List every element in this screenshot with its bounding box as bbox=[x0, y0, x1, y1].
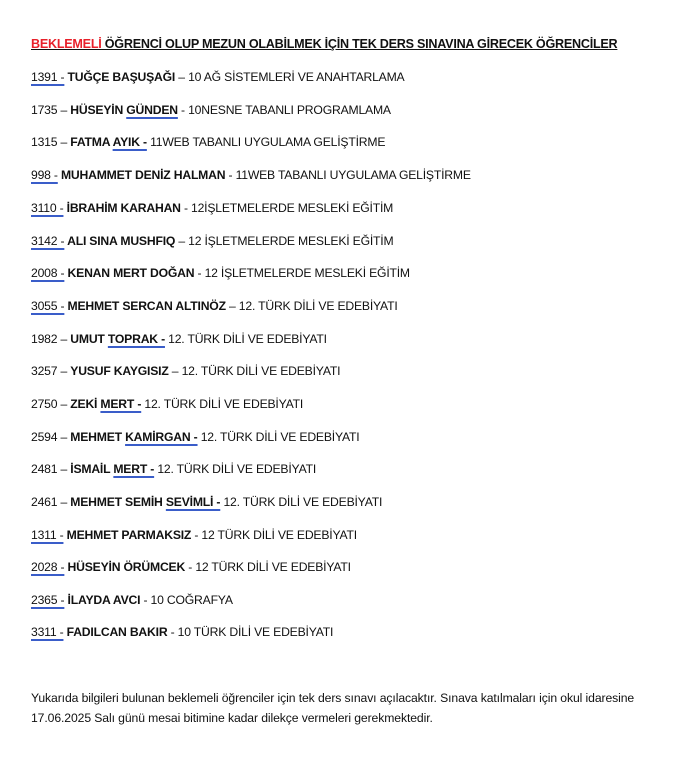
announcement-text: Yukarıda bilgileri bulunan beklemeli öğrenciler için tek ders sınavı açılacaktır. Sınava katılmaları için okul idaresine 17.06.2025 Salı günü mesai bitimine kadar dilekçe vermeleri gerekmektedir. bbox=[31, 691, 635, 725]
student-name: ALI SINA MUSHFIQ bbox=[64, 234, 176, 248]
student-name: KENAN MERT DOĞAN bbox=[64, 266, 195, 280]
course-name: 12 TÜRK DİLİ VE EDEBİYATI bbox=[201, 528, 357, 542]
course-name: 12. TÜRK DİLİ VE EDEBİYATI bbox=[238, 299, 398, 313]
title-highlight: BEKLEMELİ bbox=[31, 37, 102, 51]
student-row bbox=[31, 394, 303, 414]
student-surname: TOPRAK - bbox=[107, 332, 165, 346]
student-number: 2365 - bbox=[31, 593, 65, 607]
student-name: MEHMET bbox=[70, 430, 126, 444]
student-number: 2481 – bbox=[31, 462, 71, 476]
student-number: 1982 – bbox=[31, 332, 71, 346]
student-number: 2594 – bbox=[31, 430, 71, 444]
separator: - bbox=[191, 528, 202, 542]
student-surname: BAŞUŞAĞI bbox=[112, 70, 176, 84]
student-name: UMUT bbox=[70, 332, 108, 346]
student-name: MEHMET PARMAKSIZ bbox=[63, 528, 192, 542]
student-name: İLAYDA AVCI bbox=[64, 593, 141, 607]
student-name: MEHMET SERCAN ALTINÖZ bbox=[64, 299, 226, 313]
course-name: 12. TÜRK DİLİ VE EDEBİYATI bbox=[168, 332, 327, 346]
course-name: 12 İŞLETMELERDE MESLEKİ EĞİTİM bbox=[188, 234, 394, 248]
page-title bbox=[31, 37, 617, 51]
separator: – bbox=[175, 70, 189, 84]
course-name: 12. TÜRK DİLİ VE EDEBİYATI bbox=[144, 397, 304, 411]
student-number: 998 - bbox=[31, 168, 58, 182]
course-name: 10NESNE TABANLI PROGRAMLAMA bbox=[188, 103, 391, 117]
student-name: FADILCAN BAKIR bbox=[63, 625, 168, 639]
student-row bbox=[31, 231, 393, 251]
separator: – bbox=[175, 234, 189, 248]
student-row bbox=[31, 296, 398, 316]
student-name: İSMAİL bbox=[70, 462, 114, 476]
course-name: 12. TÜRK DİLİ VE EDEBİYATI bbox=[181, 364, 341, 378]
student-surname: MERT - bbox=[100, 397, 142, 411]
student-row bbox=[31, 329, 327, 349]
student-number: 2008 - bbox=[31, 266, 65, 280]
student-surname: MERT - bbox=[113, 462, 155, 476]
student-name: İBRAHİM KARAHAN bbox=[63, 201, 181, 215]
student-name: FATMA bbox=[70, 135, 113, 149]
student-surname: GÜNDEN bbox=[126, 103, 178, 117]
course-name: 12. TÜRK DİLİ VE EDEBİYATI bbox=[200, 430, 360, 444]
separator: - bbox=[177, 103, 189, 117]
student-row bbox=[31, 100, 391, 120]
course-name: 12 İŞLETMELERDE MESLEKİ EĞİTİM bbox=[204, 266, 410, 280]
student-name: HÜSEYİN ÖRÜMCEK bbox=[64, 560, 186, 574]
title-rest: ÖĞRENCİ OLUP MEZUN OLABİLMEK İÇİN TEK DERS SINAVINA GİRECEK ÖĞRENCİLER bbox=[101, 37, 618, 51]
course-name: 10 TÜRK DİLİ VE EDEBİYATI bbox=[177, 625, 334, 639]
student-number: 3142 - bbox=[31, 234, 65, 248]
student-name: MUHAMMET DENİZ HALMAN bbox=[57, 168, 226, 182]
student-surname: SEVİMLİ - bbox=[165, 495, 221, 509]
student-name: HÜSEYİN bbox=[70, 103, 127, 117]
course-name: 10 AĞ SİSTEMLERİ VE ANAHTARLAMA bbox=[188, 70, 405, 84]
student-number: 1315 – bbox=[31, 135, 71, 149]
separator: - bbox=[167, 625, 178, 639]
course-name: 10 COĞRAFYA bbox=[150, 593, 233, 607]
student-surname: KAMİRGAN - bbox=[125, 430, 198, 444]
student-number: 1391 - bbox=[31, 70, 65, 84]
separator: - bbox=[185, 560, 196, 574]
student-number: 3110 - bbox=[31, 201, 64, 215]
student-number: 2750 – bbox=[31, 397, 71, 411]
separator: – bbox=[168, 364, 182, 378]
course-name: 12. TÜRK DİLİ VE EDEBİYATI bbox=[223, 495, 383, 509]
separator: – bbox=[225, 299, 239, 313]
student-row bbox=[31, 492, 382, 512]
student-row bbox=[31, 165, 471, 185]
student-name: ZEKİ bbox=[70, 397, 101, 411]
student-row bbox=[31, 459, 316, 479]
student-row bbox=[31, 263, 410, 283]
student-number: 3055 - bbox=[31, 299, 65, 313]
student-name: TUĞÇE bbox=[64, 70, 113, 84]
student-number: 3311 - bbox=[31, 625, 64, 639]
separator: - bbox=[180, 201, 191, 215]
student-row bbox=[31, 198, 393, 218]
student-row bbox=[31, 132, 385, 152]
student-surname: AYIK - bbox=[112, 135, 147, 149]
student-row bbox=[31, 67, 404, 87]
separator: - bbox=[225, 168, 236, 182]
course-name: 11WEB TABANLI UYGULAMA GELİŞTİRME bbox=[150, 135, 386, 149]
student-row bbox=[31, 622, 333, 642]
student-number: 1311 - bbox=[31, 528, 64, 542]
student-number: 1735 – bbox=[31, 103, 71, 117]
student-row bbox=[31, 361, 340, 381]
course-name: 12. TÜRK DİLİ VE EDEBİYATI bbox=[157, 462, 317, 476]
student-row bbox=[31, 525, 357, 545]
student-number: 2028 - bbox=[31, 560, 65, 574]
separator: - bbox=[140, 593, 151, 607]
student-number: 2461 – bbox=[31, 495, 71, 509]
course-name: 11WEB TABANLI UYGULAMA GELİŞTİRME bbox=[235, 168, 471, 182]
student-number: 3257 – bbox=[31, 364, 71, 378]
student-name: YUSUF KAYGISIZ bbox=[70, 364, 169, 378]
student-name: MEHMET SEMİH bbox=[70, 495, 166, 509]
separator: - bbox=[194, 266, 205, 280]
student-row bbox=[31, 427, 359, 447]
course-name: 12 TÜRK DİLİ VE EDEBİYATI bbox=[195, 560, 351, 574]
course-name: 12İŞLETMELERDE MESLEKİ EĞİTİM bbox=[191, 201, 394, 215]
student-row bbox=[31, 557, 351, 577]
student-row bbox=[31, 590, 233, 610]
